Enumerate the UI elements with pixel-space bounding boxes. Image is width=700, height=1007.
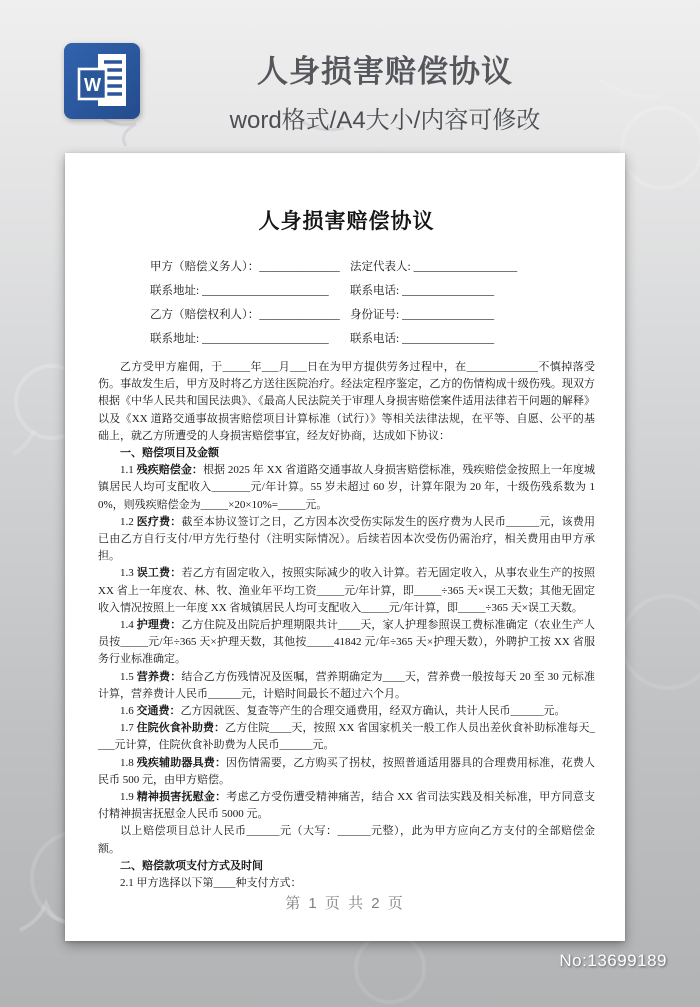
party-field: 联系地址: ______________________ (150, 285, 329, 297)
paragraph: 以上赔偿项目总计人民币______元（大写：______元整），此为甲方应向乙方支付的全部赔偿金额。 (98, 825, 595, 855)
paragraph: 1.7 住院伙食补助费：乙方住院____天，按照 XX 省国家机关一般工作人员出差伙食补助标准每天____元计算，住院伙食补助费为人民币______元。 (98, 722, 596, 752)
banner (0, 0, 700, 150)
banner-subtitle: word格式/A4大小/内容可修改 (229, 107, 541, 134)
party-field: 身份证号: ________________ (350, 309, 495, 321)
paragraph: 1.9 精神损害抚慰金：考虑乙方受伤遭受精神痛苦，结合 XX 省司法实践及相关标准，甲方同意支付精神损害抚慰金人民币 5000 元。 (98, 791, 596, 821)
banner-text (150, 46, 620, 135)
section-heading: 一、赔偿项目及金额 (120, 447, 219, 460)
word-icon (63, 42, 141, 120)
party-fields (150, 255, 595, 351)
party-field: 联系电话: ________________ (350, 285, 495, 297)
paragraph: 2.1 甲方选择以下第____种支付方式： (120, 877, 302, 890)
paragraph: 1.8 残疾辅助器具费：因伤情需要，乙方购买了拐杖，按照普通适用器具的合理费用标准，花费人民币 500 元，由甲方赔偿。 (98, 756, 596, 786)
page-number: 第 1 页 共 2 页 (285, 895, 405, 912)
paragraph: 乙方受甲方雇佣，于_____年___月___日在为甲方提供劳务过程中，在_____________不慎掉落受伤。事故发生后，甲方及时将乙方送往医院治疗。经法定程序鉴定，乙方的伤情构成十级伤残。现双方根据《中华人民共和国民法典》、《最高人民法院关于审理人身损害赔偿案件适用法律若干问题的解释》以及《XX 道路交通事故损害赔偿项目计算标准（试行）》等相关法律法规，在平等、自愿、公平的基础上，就乙方所遭受的人身损害赔偿事宜，经友好协商，达成如下协议： (98, 361, 595, 442)
watermark-number: No:13699189 (559, 951, 667, 970)
paragraph: 1.3 误工费：若乙方有固定收入，按照实际减少的收入计算。若无固定收入，从事农业生产的按照 XX 省上一年度农、林、牧、渔业年平均工资_____元/年计算，即_____÷365 天×误工天数；其他无固定收入情况按照上一年度 XX 省城镇居民人均可支配收入_____元/年计算，即_____÷365 天×误工天数。 (98, 567, 596, 614)
word-icon-letter: W (84, 75, 101, 95)
paragraph: 1.4 护理费：乙方住院及出院后护理期限共计____天，家人护理参照误工费标准确定（农业生产人员按_____元/年÷365 天×护理天数，其他按_____41842 元/年÷365 天×护理天数），外聘护工按 XX 省服务行业标准确定。 (98, 619, 595, 666)
party-field: 联系地址: ______________________ (150, 333, 329, 345)
paragraph: 1.5 营养费：结合乙方伤残情况及医嘱，营养期确定为____天，营养费一般按每天 20 至 30 元标准计算，营养费计人民币______元，计赔时间最长不超过六个月。 (98, 670, 596, 700)
party-field: 法定代表人: __________________ (350, 261, 518, 273)
party-field: 甲方（赔偿义务人）：______________ (150, 261, 340, 273)
party-field: 乙方（赔偿权利人）：______________ (150, 309, 340, 321)
paragraph: 1.1 残疾赔偿金：根据 2025 年 XX 省道路交通事故人身损害赔偿标准，残疾赔偿金按照上一年度城镇居民人均可支配收入_______元/年计算。55 岁未超过 60 岁，计算年限为 20 年，十级伤残系数为 10%，则残疾赔偿金为_____×20×10%=_____元。 (98, 464, 596, 511)
document-body (98, 359, 595, 892)
section-heading: 二、赔偿款项支付方式及时间 (120, 859, 263, 872)
party-field: 联系电话: ________________ (350, 333, 495, 345)
paragraph: 1.2 医疗费：截至本协议签订之日，乙方因本次受伤实际发生的医疗费为人民币______元，该费用已由乙方自行支付/甲方先行垫付（注明实际情况）。后续若因本次受伤仍需治疗，相关费用由甲方承担。 (98, 515, 596, 563)
document-content (65, 153, 625, 892)
banner-title: 人身损害赔偿协议 (257, 54, 513, 89)
document-title: 人身损害赔偿协议 (258, 209, 435, 233)
document-page (65, 153, 625, 941)
paragraph: 1.6 交通费：乙方因就医、复查等产生的合理交通费用，经双方确认，共计人民币______元。 (120, 705, 566, 718)
